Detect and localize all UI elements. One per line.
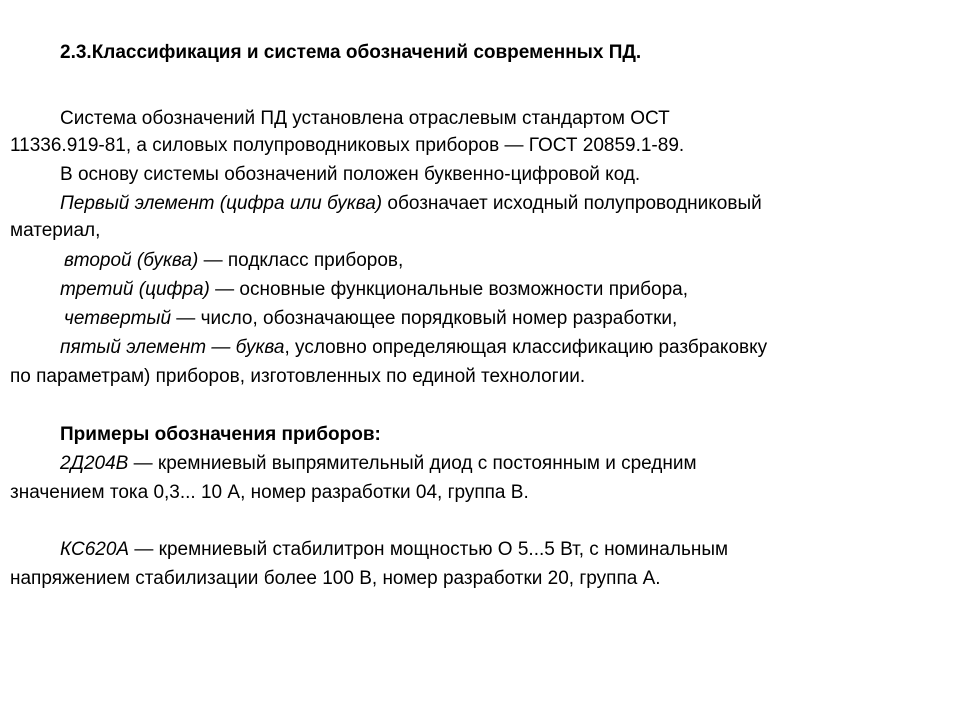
element-second-label: второй (буква): [64, 250, 199, 271]
paragraph-1-line-1: Система обозначений ПД установлена отраслевым стандартом ОСТ: [60, 108, 670, 129]
example-2-cont: напряжением стабилизации более 100 В, номер разработки 20, группа А.: [10, 568, 661, 589]
element-third: [60, 279, 688, 301]
examples-heading: Примеры обозначения приборов:: [60, 424, 381, 445]
element-first: [60, 193, 762, 215]
element-fifth-text: , условно определяющая классификацию разбраковку: [284, 337, 768, 358]
element-first-label: Первый элемент (цифра или буква): [60, 193, 383, 214]
element-third-text: — основные функциональные возможности прибора,: [209, 279, 689, 300]
element-fifth-cont: по параметрам) приборов, изготовленных по единой технологии.: [10, 366, 586, 387]
example-1-text: — кремниевый выпрямительный диод с постоянным и средним: [128, 453, 697, 474]
element-fifth: [60, 337, 767, 359]
example-2-text: — кремниевый стабилитрон мощностью О 5...5 Вт, с номинальным: [129, 539, 729, 560]
example-1: [60, 453, 697, 475]
element-first-text: обозначает исходный полупроводниковый: [382, 193, 762, 214]
example-2-code: КС620А: [60, 539, 130, 560]
element-second: [64, 250, 403, 272]
example-2: [60, 539, 728, 561]
paragraph-2: В основу системы обозначений положен буквенно-цифровой код.: [60, 164, 641, 185]
element-second-text: — подкласс приборов,: [198, 250, 404, 271]
element-fourth: [64, 308, 677, 330]
slide-title: 2.3.Классификация и система обозначений современных ПД.: [60, 42, 642, 63]
element-fifth-label: пятый элемент — буква: [60, 337, 285, 358]
element-third-label: третий (цифра): [60, 279, 210, 300]
paragraph-1-line-2: 11336.919-81, а силовых полупроводниковых приборов — ГОСТ 20859.1-89.: [10, 135, 685, 156]
element-first-cont: материал,: [10, 220, 101, 241]
element-fourth-text: — число, обозначающее порядковый номер разработки,: [171, 308, 678, 329]
example-1-code: 2Д204В: [60, 453, 129, 474]
element-fourth-label: четвертый: [64, 308, 172, 329]
example-1-cont: значением тока 0,3... 10 А, номер разработки 04, группа В.: [10, 482, 529, 503]
